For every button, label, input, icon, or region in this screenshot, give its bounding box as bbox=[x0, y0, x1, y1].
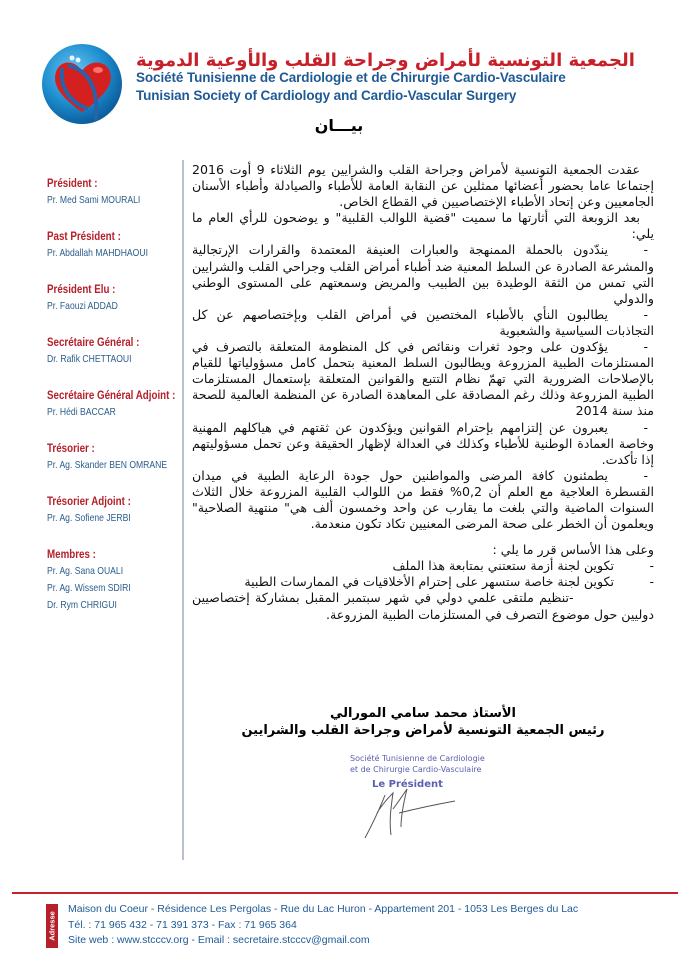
bullet-dash: - bbox=[643, 339, 648, 355]
footer-phone: Tél. : 71 965 432 - 71 391 373 - Fax : 71 965 364 bbox=[68, 918, 297, 931]
statement-point bbox=[192, 420, 654, 468]
role-label: Secrétaire Général : bbox=[47, 337, 140, 349]
role-label: Président : bbox=[47, 178, 98, 190]
statement-point bbox=[192, 307, 654, 339]
statement-point bbox=[192, 242, 654, 306]
member-name: Pr. Faouzi ADDAD bbox=[47, 300, 118, 312]
address-tag-label: Adresse bbox=[47, 911, 57, 941]
bullet-dash: - bbox=[643, 419, 648, 435]
signatory-role: رئيس الجمعية التونسية لأمراض وجراحة القلب والشرايين bbox=[241, 723, 605, 738]
handwritten-signature-icon bbox=[355, 783, 465, 843]
point-text: يؤكدون على وجود ثغرات ونقائص في كل المنظومة المتعلقة بالتصرف في المستلزمات الطبية المزروعة ويطالبون السلط المعنية بتحمل كامل مسؤولياتها للقيام بالإصلاحات الضرورية التي تهمّ نظام التتبع والقوانين المتعلقة بإستعمال المستلزمات الطبية المزروعة وذلك رغم المصادقة على المعاهدة الصادرة عن المنظمة العالمية للصحة منذ سنة 2014 bbox=[192, 339, 654, 419]
decision-text: تكوين لجنة خاصة ستسهر على إحترام الأخلاقيات في الممارسات الطبية bbox=[244, 574, 614, 590]
role-label: Membres : bbox=[47, 549, 96, 561]
bullet-dash: - bbox=[643, 242, 648, 258]
footer-address: Maison du Coeur - Résidence Les Pergolas - Rue du Lac Huron - Appartement 201 - 1053 Les Berges du Lac bbox=[68, 903, 579, 915]
statement-body bbox=[192, 162, 654, 623]
org-name-english: Tunisian Society of Cardiology and Cardio-Vascular Surgery bbox=[136, 88, 517, 103]
board-member-group bbox=[47, 335, 187, 368]
decision-item bbox=[192, 558, 654, 574]
decision-item bbox=[192, 574, 654, 590]
footer-contact bbox=[68, 902, 578, 949]
decision-intro: وعلى هذا الأساس قرر ما يلي : bbox=[492, 542, 654, 558]
stamp-line: et de Chirurgie Cardio-Vasculaire bbox=[350, 765, 482, 774]
decision-text: تنظيم ملتقى علمي دولي في شهر سبتمبر المقبل بمشاركة إختصاصيين دوليين حول موضوع التصرف في المستلزمات الطبية المزروعة. bbox=[192, 590, 654, 622]
bullet-dash: - bbox=[643, 306, 648, 322]
member-name: Pr. Med Sami MOURALI bbox=[47, 194, 141, 206]
stamp-title: Le Président bbox=[372, 779, 443, 790]
member-name: Dr. Rym CHRIGUI bbox=[47, 599, 117, 611]
point-text: يندّدون بالحملة الممنهجة والعبارات العنيفة المعتمدة والقرارات الإرتجالية والمشرعة الصادرة عن السلط المعنية ضد أطباء أمراض القلب وجراحي القلب والشرايين التي تمس من الثقة الوطيدة بين الطبيب والمريض وسمعتهم على المستوى الوطني والدولي bbox=[192, 242, 654, 306]
role-label: Président Elu : bbox=[47, 284, 116, 296]
member-name: Dr. Rafik CHETTAOUI bbox=[47, 353, 132, 365]
board-sidebar bbox=[47, 176, 187, 634]
board-member-group bbox=[47, 229, 187, 262]
board-member-group bbox=[47, 494, 187, 527]
point-text: يعبرون عن إلتزامهم بإحترام القوانين ويؤكدون عن ثقتهم في هياكلهم المهنية وخاصة العمادة الوطنية للأطباء وكذلك في العدالة لإظهار الحقيقة وعن تحمل مسؤوليتهم إذا تأكدت. bbox=[192, 419, 654, 467]
point-text: يطالبون النأي بالأطباء المختصين في أمراض القلب وبإختصاصهم عن كل التجاذبات السياسية والشعبوية bbox=[192, 306, 654, 338]
point-text: يطمئنون كافة المرضى والمواطنين حول جودة الرعاية الطبية في ميدان القسطرة العلاجية مع العلم أن 0,2% فقط من اللوالب القلبية المزروعة خلال الثلاث السنوات الماضية والتي بلغت ما يقارب عن واحد وخمسون ألف هي" منتهية الصلاحية" ويعلمون أن الخطر على صحة المرضى المعنيين تكاد تكون منعدمة. bbox=[192, 467, 654, 532]
footer-divider bbox=[12, 892, 678, 894]
bullet-dash: - bbox=[649, 558, 654, 574]
stamp-line: Société Tunisienne de Cardiologie bbox=[350, 754, 485, 763]
org-name-arabic: الجمعية التونسية لأمراض وجراحة القلب والأوعية الدموية bbox=[136, 50, 635, 71]
member-name: Pr. Ag. Wissem SDIRI bbox=[47, 582, 131, 594]
member-name: Pr. Abdallah MAHDHAOUI bbox=[47, 247, 148, 259]
sidebar-divider bbox=[182, 160, 184, 860]
role-label: Trésorier : bbox=[47, 443, 95, 455]
role-label: Trésorier Adjoint : bbox=[47, 496, 131, 508]
role-label: Secrétaire Général Adjoint : bbox=[47, 390, 176, 402]
statement-point bbox=[192, 339, 654, 419]
decision-text: تكوين لجنة أزمة ستعتني بمتابعة هذا الملف bbox=[392, 558, 614, 574]
context-paragraph: بعد الزوبعة التي أثارتها ما سميت "قضية اللوالب القلبية" و يوضحون للرأي العام ما يلي: bbox=[192, 210, 654, 242]
org-name-french: Société Tunisienne de Cardiologie et de Chirurgie Cardio-Vasculaire bbox=[136, 70, 566, 85]
address-tag bbox=[46, 904, 58, 948]
role-label: Past Président : bbox=[47, 231, 121, 243]
bullet-dash: - bbox=[643, 467, 648, 483]
board-member-group bbox=[47, 388, 187, 421]
decision-item bbox=[192, 590, 654, 622]
board-member-group bbox=[47, 282, 187, 315]
footer-web-email: Site web : www.stcccv.org - Email : secretaire.stcccv@gmail.com bbox=[68, 934, 370, 946]
board-member-group bbox=[47, 176, 187, 209]
heart-stethoscope-logo-icon bbox=[40, 42, 124, 126]
bullet-dash: - bbox=[649, 574, 654, 590]
intro-paragraph: عقدت الجمعية التونسية لأمراض وجراحة القلب والشرايين يوم الثلاثاء 9 أوت 2016 إجتماعا عاما بحضور أعضائها ممثلين عن النقابة العامة للأطباء والصيادلة وأطباء الأسنان الجامعيين وعن إتحاد الأطباء الإختصاصيين في القطاع الخاص. bbox=[192, 162, 654, 210]
statement-point bbox=[192, 468, 654, 532]
member-name: Pr. Ag. Sana OUALI bbox=[47, 565, 124, 577]
board-member-group bbox=[47, 441, 187, 474]
member-name: Pr. Ag. Sofiene JERBI bbox=[47, 512, 131, 524]
member-name: Pr. Ag. Skander BEN OMRANE bbox=[47, 459, 168, 471]
bullet-dash: - bbox=[569, 590, 574, 606]
signatory-name: الأستاذ محمد سامي المورالي bbox=[329, 706, 517, 721]
member-name: Pr. Hédi BACCAR bbox=[47, 406, 116, 418]
board-member-group bbox=[47, 547, 187, 614]
document-title: بيـــان bbox=[314, 116, 364, 135]
